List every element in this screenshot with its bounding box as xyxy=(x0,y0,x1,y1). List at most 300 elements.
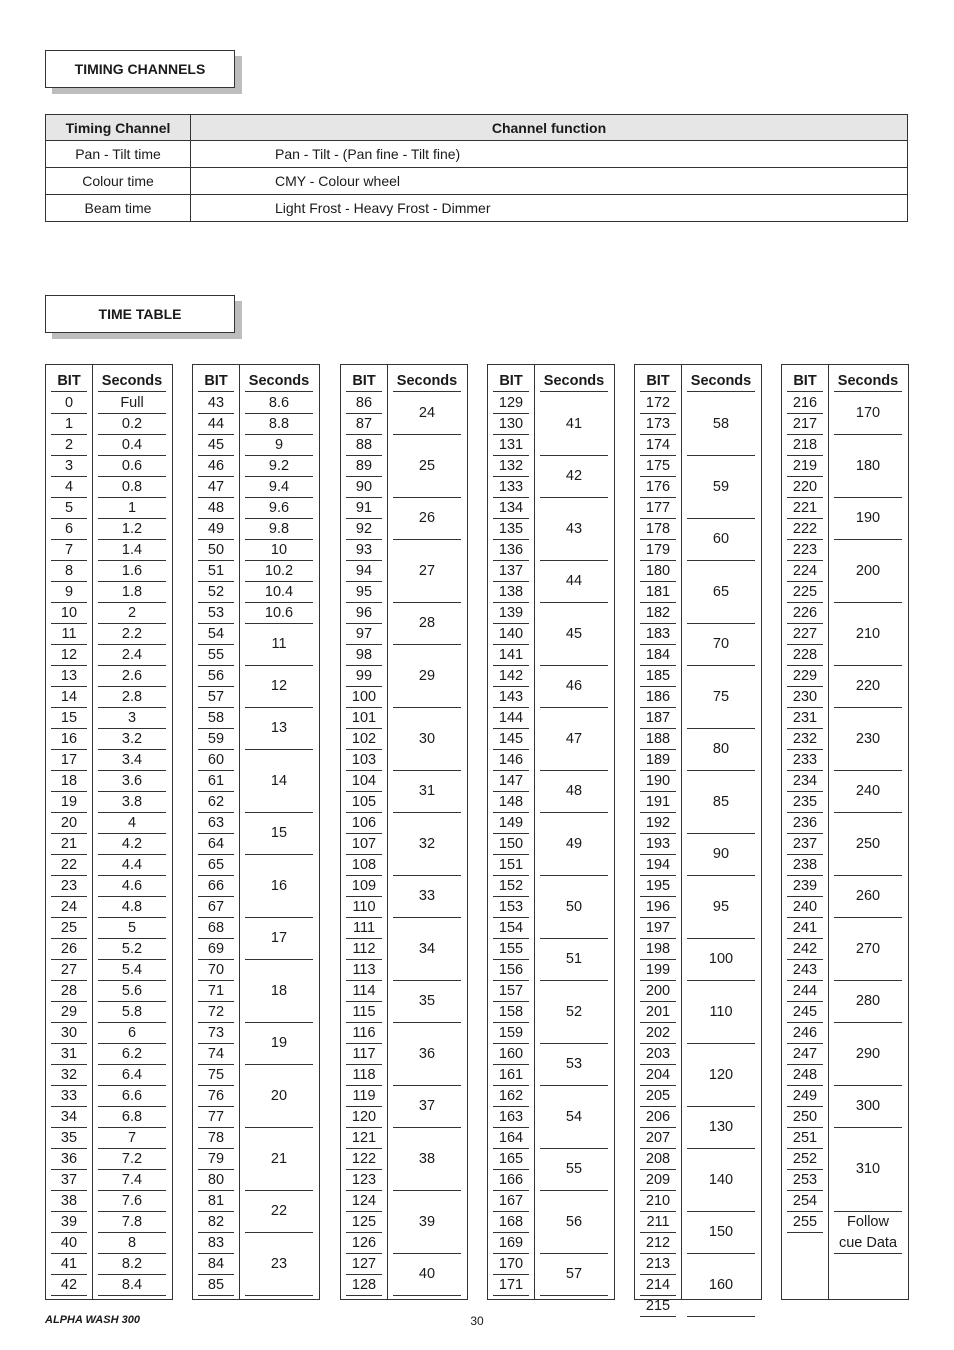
seconds-cell: 180 xyxy=(834,435,902,498)
seconds-cell: 2.6 xyxy=(98,666,166,687)
bit-cell: 199 xyxy=(640,960,676,981)
time-table-column xyxy=(634,364,762,1314)
bit-cell: 89 xyxy=(346,456,382,477)
seconds-cell: 0.6 xyxy=(98,456,166,477)
seconds-cell: 120 xyxy=(687,1044,755,1107)
seconds-cell: 4.2 xyxy=(98,834,166,855)
seconds-cell: 0.4 xyxy=(98,435,166,456)
bit-cell: 223 xyxy=(787,540,823,561)
seconds-cell: 58 xyxy=(687,393,755,456)
bit-cell: 71 xyxy=(198,981,234,1002)
bit-cell: 25 xyxy=(51,918,87,939)
bit-cell: 136 xyxy=(493,540,529,561)
bit-header: BIT xyxy=(640,371,676,392)
seconds-cell: 3.6 xyxy=(98,771,166,792)
bit-cell: 69 xyxy=(198,939,234,960)
bit-cell: 175 xyxy=(640,456,676,477)
bit-cell: 6 xyxy=(51,519,87,540)
bit-cell: 18 xyxy=(51,771,87,792)
seconds-cell: 10.2 xyxy=(245,561,313,582)
bit-cell: 213 xyxy=(640,1254,676,1275)
timing-channel-cell: Colour time xyxy=(46,168,191,195)
bit-cell: 142 xyxy=(493,666,529,687)
bit-cell: 163 xyxy=(493,1107,529,1128)
bit-cell: 155 xyxy=(493,939,529,960)
bit-cell: 109 xyxy=(346,876,382,897)
bit-cell: 105 xyxy=(346,792,382,813)
bit-cell: 84 xyxy=(198,1254,234,1275)
bit-cell: 49 xyxy=(198,519,234,540)
seconds-cell: 17 xyxy=(245,918,313,960)
channel-function-cell: Pan - Tilt - (Pan fine - Tilt fine) xyxy=(191,141,908,168)
bit-cell: 181 xyxy=(640,582,676,603)
bit-cell: 134 xyxy=(493,498,529,519)
bit-cell: 33 xyxy=(51,1086,87,1107)
bit-cell: 44 xyxy=(198,414,234,435)
seconds-cell: 16 xyxy=(245,855,313,918)
bit-cell: 211 xyxy=(640,1212,676,1233)
bit-cell: 10 xyxy=(51,603,87,624)
bit-cell: 128 xyxy=(346,1275,382,1296)
seconds-cell: 7 xyxy=(98,1128,166,1149)
bit-cell: 22 xyxy=(51,855,87,876)
seconds-cell: 46 xyxy=(540,666,608,708)
bit-cell: 129 xyxy=(493,393,529,414)
seconds-cell: 5.8 xyxy=(98,1002,166,1023)
bit-cell: 55 xyxy=(198,645,234,666)
seconds-cell: 170 xyxy=(834,393,902,435)
bit-cell: 102 xyxy=(346,729,382,750)
seconds-cell: 210 xyxy=(834,603,902,666)
bit-cell: 182 xyxy=(640,603,676,624)
seconds-cell: 130 xyxy=(687,1107,755,1149)
bit-cell: 103 xyxy=(346,750,382,771)
seconds-cell: 48 xyxy=(540,771,608,813)
bit-cell: 232 xyxy=(787,729,823,750)
timing-channel-cell: Pan - Tilt time xyxy=(46,141,191,168)
seconds-cell: 0.2 xyxy=(98,414,166,435)
bit-cell: 26 xyxy=(51,939,87,960)
bit-cell: 92 xyxy=(346,519,382,540)
bit-cell: 122 xyxy=(346,1149,382,1170)
seconds-cell: 44 xyxy=(540,561,608,603)
time-table-title: TIME TABLE xyxy=(45,295,235,333)
seconds-cell: 75 xyxy=(687,666,755,729)
bit-cell: 116 xyxy=(346,1023,382,1044)
bit-cell: 187 xyxy=(640,708,676,729)
bit-cell: 149 xyxy=(493,813,529,834)
bit-cell: 178 xyxy=(640,519,676,540)
bit-cell: 222 xyxy=(787,519,823,540)
table-row xyxy=(46,168,908,195)
bit-cell: 66 xyxy=(198,876,234,897)
bit-cell: 166 xyxy=(493,1170,529,1191)
seconds-cell: Full xyxy=(98,393,166,414)
seconds-header: Seconds xyxy=(687,371,755,392)
bit-cell: 228 xyxy=(787,645,823,666)
bit-cell: 32 xyxy=(51,1065,87,1086)
bit-cell: 190 xyxy=(640,771,676,792)
seconds-cell: 7.4 xyxy=(98,1170,166,1191)
bit-cell: 169 xyxy=(493,1233,529,1254)
seconds-header: Seconds xyxy=(393,371,461,392)
channel-function-cell: Light Frost - Heavy Frost - Dimmer xyxy=(191,195,908,222)
bit-cell: 147 xyxy=(493,771,529,792)
seconds-cell: 52 xyxy=(540,981,608,1044)
bit-cell: 183 xyxy=(640,624,676,645)
bit-cell: 198 xyxy=(640,939,676,960)
seconds-cell: 3 xyxy=(98,708,166,729)
seconds-cell: 7.8 xyxy=(98,1212,166,1233)
seconds-cell: 42 xyxy=(540,456,608,498)
bit-cell: 51 xyxy=(198,561,234,582)
bit-cell: 58 xyxy=(198,708,234,729)
seconds-cell: 49 xyxy=(540,813,608,876)
bit-cell: 83 xyxy=(198,1233,234,1254)
bit-cell: 88 xyxy=(346,435,382,456)
bit-cell: 31 xyxy=(51,1044,87,1065)
bit-header: BIT xyxy=(787,371,823,392)
seconds-cell: 25 xyxy=(393,435,461,498)
seconds-cell: 54 xyxy=(540,1086,608,1149)
bit-cell: 62 xyxy=(198,792,234,813)
bit-cell: 115 xyxy=(346,1002,382,1023)
seconds-cell: 9.2 xyxy=(245,456,313,477)
seconds-cell: 13 xyxy=(245,708,313,750)
bit-cell: 168 xyxy=(493,1212,529,1233)
bit-cell: 248 xyxy=(787,1065,823,1086)
bit-cell: 215 xyxy=(640,1296,676,1317)
bit-cell: 40 xyxy=(51,1233,87,1254)
bit-cell: 28 xyxy=(51,981,87,1002)
seconds-cell: 53 xyxy=(540,1044,608,1086)
bit-cell: 245 xyxy=(787,1002,823,1023)
bit-cell: 90 xyxy=(346,477,382,498)
bit-cell: 252 xyxy=(787,1149,823,1170)
seconds-cell: 51 xyxy=(540,939,608,981)
bit-cell: 165 xyxy=(493,1149,529,1170)
bit-cell: 207 xyxy=(640,1128,676,1149)
seconds-cell: 260 xyxy=(834,876,902,918)
seconds-cell: 10.6 xyxy=(245,603,313,624)
bit-header: BIT xyxy=(51,371,87,392)
seconds-cell: 45 xyxy=(540,603,608,666)
seconds-cell: 20 xyxy=(245,1065,313,1128)
bit-cell: 107 xyxy=(346,834,382,855)
seconds-cell: 9.8 xyxy=(245,519,313,540)
bit-cell: 8 xyxy=(51,561,87,582)
seconds-cell: 29 xyxy=(393,645,461,708)
seconds-cell: 0.8 xyxy=(98,477,166,498)
bit-cell: 4 xyxy=(51,477,87,498)
seconds-header: Seconds xyxy=(834,371,902,392)
bit-cell: 239 xyxy=(787,876,823,897)
bit-cell: 226 xyxy=(787,603,823,624)
seconds-cell: 1.2 xyxy=(98,519,166,540)
bit-cell: 164 xyxy=(493,1128,529,1149)
bit-cell: 11 xyxy=(51,624,87,645)
seconds-cell: 35 xyxy=(393,981,461,1023)
bit-cell: 67 xyxy=(198,897,234,918)
seconds-cell: 5 xyxy=(98,918,166,939)
seconds-cell: 9 xyxy=(245,435,313,456)
bit-cell: 35 xyxy=(51,1128,87,1149)
bit-cell: 141 xyxy=(493,645,529,666)
bit-cell: 152 xyxy=(493,876,529,897)
seconds-cell: 47 xyxy=(540,708,608,771)
seconds-cell: 6.4 xyxy=(98,1065,166,1086)
bit-cell: 34 xyxy=(51,1107,87,1128)
bit-cell: 54 xyxy=(198,624,234,645)
bit-cell: 251 xyxy=(787,1128,823,1149)
seconds-cell: 12 xyxy=(245,666,313,708)
bit-cell: 81 xyxy=(198,1191,234,1212)
bit-cell: 235 xyxy=(787,792,823,813)
bit-cell: 13 xyxy=(51,666,87,687)
bit-cell: 196 xyxy=(640,897,676,918)
seconds-cell: 3.4 xyxy=(98,750,166,771)
seconds-cell: 1.6 xyxy=(98,561,166,582)
bit-cell: 229 xyxy=(787,666,823,687)
bit-header: BIT xyxy=(493,371,529,392)
product-name: ALPHA WASH 300 xyxy=(45,1314,140,1326)
seconds-cell: 60 xyxy=(687,519,755,561)
bit-cell: 86 xyxy=(346,393,382,414)
bit-cell: 220 xyxy=(787,477,823,498)
bit-cell: 101 xyxy=(346,708,382,729)
bit-cell: 12 xyxy=(51,645,87,666)
bit-cell: 195 xyxy=(640,876,676,897)
bit-cell: 15 xyxy=(51,708,87,729)
bit-cell: 133 xyxy=(493,477,529,498)
bit-cell: 76 xyxy=(198,1086,234,1107)
seconds-cell: 57 xyxy=(540,1254,608,1296)
bit-cell: 117 xyxy=(346,1044,382,1065)
seconds-cell: 2.4 xyxy=(98,645,166,666)
channel-function-cell: CMY - Colour wheel xyxy=(191,168,908,195)
bit-cell: 210 xyxy=(640,1191,676,1212)
bit-cell: 23 xyxy=(51,876,87,897)
bit-cell: 159 xyxy=(493,1023,529,1044)
bit-cell: 60 xyxy=(198,750,234,771)
bit-cell: 234 xyxy=(787,771,823,792)
bit-cell: 253 xyxy=(787,1170,823,1191)
time-table-column xyxy=(781,364,909,1300)
bit-cell: 79 xyxy=(198,1149,234,1170)
bit-cell: 255 xyxy=(787,1212,823,1233)
bit-cell: 148 xyxy=(493,792,529,813)
bit-cell: 1 xyxy=(51,414,87,435)
bit-cell: 219 xyxy=(787,456,823,477)
bit-cell: 197 xyxy=(640,918,676,939)
seconds-cell: 5.6 xyxy=(98,981,166,1002)
bit-cell: 19 xyxy=(51,792,87,813)
bit-cell: 145 xyxy=(493,729,529,750)
bit-cell: 43 xyxy=(198,393,234,414)
bit-cell: 48 xyxy=(198,498,234,519)
seconds-cell: 34 xyxy=(393,918,461,981)
bit-cell: 186 xyxy=(640,687,676,708)
bit-cell: 38 xyxy=(51,1191,87,1212)
bit-cell: 203 xyxy=(640,1044,676,1065)
bit-cell: 113 xyxy=(346,960,382,981)
seconds-header: Seconds xyxy=(245,371,313,392)
time-table-column xyxy=(192,364,320,1300)
seconds-cell: 80 xyxy=(687,729,755,771)
bit-cell: 47 xyxy=(198,477,234,498)
seconds-cell: 1.4 xyxy=(98,540,166,561)
bit-cell: 127 xyxy=(346,1254,382,1275)
bit-cell: 78 xyxy=(198,1128,234,1149)
bit-cell: 227 xyxy=(787,624,823,645)
bit-cell: 65 xyxy=(198,855,234,876)
seconds-cell: 3.8 xyxy=(98,792,166,813)
bit-cell: 138 xyxy=(493,582,529,603)
seconds-cell: 33 xyxy=(393,876,461,918)
seconds-cell: 220 xyxy=(834,666,902,708)
bit-cell: 82 xyxy=(198,1212,234,1233)
seconds-cell: 8 xyxy=(98,1233,166,1254)
seconds-cell: 270 xyxy=(834,918,902,981)
seconds-cell: 4.8 xyxy=(98,897,166,918)
bit-cell: 154 xyxy=(493,918,529,939)
seconds-cell: 6 xyxy=(98,1023,166,1044)
seconds-cell: 10.4 xyxy=(245,582,313,603)
table-header-row xyxy=(46,115,908,141)
seconds-cell: 39 xyxy=(393,1191,461,1254)
bit-cell: 206 xyxy=(640,1107,676,1128)
table-row xyxy=(46,195,908,222)
bit-cell: 153 xyxy=(493,897,529,918)
seconds-cell: 290 xyxy=(834,1023,902,1086)
seconds-cell: 140 xyxy=(687,1149,755,1212)
bit-cell: 204 xyxy=(640,1065,676,1086)
bit-cell: 162 xyxy=(493,1086,529,1107)
bit-cell: 130 xyxy=(493,414,529,435)
bit-cell: 42 xyxy=(51,1275,87,1296)
timing-channels-table xyxy=(45,114,908,222)
seconds-header: Seconds xyxy=(98,371,166,392)
bit-cell: 108 xyxy=(346,855,382,876)
bit-cell: 217 xyxy=(787,414,823,435)
seconds-cell: 14 xyxy=(245,750,313,813)
bit-cell: 36 xyxy=(51,1149,87,1170)
bit-cell: 17 xyxy=(51,750,87,771)
bit-cell: 2 xyxy=(51,435,87,456)
bit-cell: 52 xyxy=(198,582,234,603)
seconds-cell: 40 xyxy=(393,1254,461,1296)
bit-cell: 233 xyxy=(787,750,823,771)
bit-cell: 29 xyxy=(51,1002,87,1023)
bit-cell: 157 xyxy=(493,981,529,1002)
seconds-cell: 2.8 xyxy=(98,687,166,708)
bit-cell: 224 xyxy=(787,561,823,582)
bit-cell: 132 xyxy=(493,456,529,477)
bit-cell: 68 xyxy=(198,918,234,939)
bit-cell: 21 xyxy=(51,834,87,855)
seconds-cell: 41 xyxy=(540,393,608,456)
seconds-cell: 38 xyxy=(393,1128,461,1191)
bit-cell: 240 xyxy=(787,897,823,918)
time-table-column xyxy=(45,364,173,1300)
seconds-cell: 250 xyxy=(834,813,902,876)
seconds-cell: 70 xyxy=(687,624,755,666)
seconds-cell: 37 xyxy=(393,1086,461,1128)
seconds-cell: 7.2 xyxy=(98,1149,166,1170)
seconds-cell: 85 xyxy=(687,771,755,834)
page-number: 30 xyxy=(470,1314,484,1328)
seconds-cell: 22 xyxy=(245,1191,313,1233)
bit-cell: 100 xyxy=(346,687,382,708)
bit-cell: 30 xyxy=(51,1023,87,1044)
seconds-cell: 10 xyxy=(245,540,313,561)
bit-cell: 193 xyxy=(640,834,676,855)
bit-cell: 14 xyxy=(51,687,87,708)
bit-cell: 123 xyxy=(346,1170,382,1191)
bit-cell: 156 xyxy=(493,960,529,981)
seconds-cell: 6.6 xyxy=(98,1086,166,1107)
bit-cell: 99 xyxy=(346,666,382,687)
bit-cell: 246 xyxy=(787,1023,823,1044)
seconds-cell: 21 xyxy=(245,1128,313,1191)
bit-cell: 57 xyxy=(198,687,234,708)
bit-cell: 63 xyxy=(198,813,234,834)
bit-cell: 95 xyxy=(346,582,382,603)
seconds-cell: 18 xyxy=(245,960,313,1023)
seconds-cell: 5.4 xyxy=(98,960,166,981)
seconds-cell: 11 xyxy=(245,624,313,666)
seconds-cell: 56 xyxy=(540,1191,608,1254)
seconds-cell: 30 xyxy=(393,708,461,771)
bit-cell: 231 xyxy=(787,708,823,729)
bit-cell: 208 xyxy=(640,1149,676,1170)
bit-cell: 53 xyxy=(198,603,234,624)
bit-cell: 230 xyxy=(787,687,823,708)
seconds-cell: 5.2 xyxy=(98,939,166,960)
bit-cell: 212 xyxy=(640,1233,676,1254)
bit-cell: 161 xyxy=(493,1065,529,1086)
bit-cell: 167 xyxy=(493,1191,529,1212)
seconds-cell: 8.2 xyxy=(98,1254,166,1275)
seconds-cell: 3.2 xyxy=(98,729,166,750)
bit-cell: 24 xyxy=(51,897,87,918)
seconds-cell: 6.2 xyxy=(98,1044,166,1065)
bit-cell: 46 xyxy=(198,456,234,477)
seconds-cell: 32 xyxy=(393,813,461,876)
seconds-cell: 36 xyxy=(393,1023,461,1086)
seconds-cell: 310 xyxy=(834,1128,902,1212)
bit-cell: 61 xyxy=(198,771,234,792)
seconds-cell: 27 xyxy=(393,540,461,603)
bit-cell: 209 xyxy=(640,1170,676,1191)
bit-cell: 16 xyxy=(51,729,87,750)
timing-channel-cell: Beam time xyxy=(46,195,191,222)
bit-cell: 143 xyxy=(493,687,529,708)
seconds-cell: 230 xyxy=(834,708,902,771)
bit-cell: 110 xyxy=(346,897,382,918)
bit-cell: 0 xyxy=(51,393,87,414)
bit-cell: 185 xyxy=(640,666,676,687)
bit-cell: 180 xyxy=(640,561,676,582)
bit-cell: 3 xyxy=(51,456,87,477)
bit-cell: 7 xyxy=(51,540,87,561)
bit-cell: 93 xyxy=(346,540,382,561)
seconds-cell: 300 xyxy=(834,1086,902,1128)
seconds-cell: 6.8 xyxy=(98,1107,166,1128)
seconds-cell: 1 xyxy=(98,498,166,519)
bit-cell: 201 xyxy=(640,1002,676,1023)
seconds-cell: 90 xyxy=(687,834,755,876)
